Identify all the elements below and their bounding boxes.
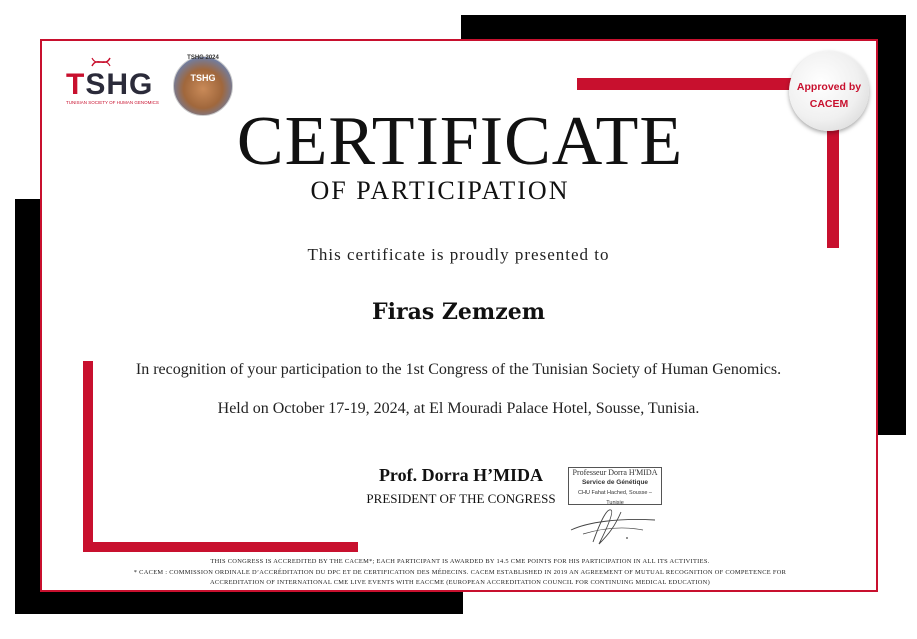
- signer-role: PRESIDENT OF THE CONGRESS: [366, 491, 556, 506]
- signer-name: Prof. Dorra H’MIDA: [378, 465, 544, 485]
- certificate-title: CERTIFICATE: [236, 103, 684, 180]
- dna-ribbon-icon: [90, 56, 112, 68]
- footer-line-3: ACCREDITATION OF INTERNATIONAL CME LIVE EVENTS WITH EACCME (EUROPEAN ACCREDITATION COUNCIL FOR CONTINUING MEDICAL EDUCATION): [209, 579, 711, 586]
- approved-badge: [789, 51, 869, 131]
- logo-text: TSHG: [66, 68, 154, 101]
- event-details: Held on October 17-19, 2024, at El Mouradi Palace Hotel, Sousse, Tunisia.: [217, 400, 700, 417]
- black-frame-top-right: [461, 15, 881, 41]
- stamp-line2: Service de Génétique: [581, 479, 649, 486]
- footer-line-2: * CACEM : COMMISSION ORDINALE D’ACCRÉDITATION DU DPC ET DE CERTIFICATION DES MÉDECINS. CACEM ESTABLISHED IN 2019 AN AGREEMENT OF MUTUAL RECOGNITION OF COMPETENCE FOR: [133, 569, 787, 576]
- badge-line2: CACEM: [809, 98, 849, 110]
- badge-line1: Approved by: [796, 81, 862, 93]
- logo-subtitle: TUNISIAN SOCIETY OF HUMAN GENOMICS: [66, 100, 159, 105]
- recipient-name: Firas Zemzem: [372, 299, 545, 325]
- stamp-line3: CHU Fahat Hached, Sousse – Tunisie: [578, 490, 652, 506]
- recognition-text: In recognition of your participation to the 1st Congress of the Tunisian Society of Human Genomics.: [135, 361, 782, 378]
- red-bar-bottom: [83, 542, 358, 552]
- footer-line-1: THIS CONGRESS IS ACCREDITED BY THE CACEM*; EACH PARTICIPANT IS AWARDED BY 14.5 CME POINTS FOR HIS PARTICIPATION IN ALL ITS ACTIVITIES.: [210, 558, 710, 565]
- seal-initials: TSHG: [190, 73, 216, 83]
- stamp-line1: Professeur Dorra H'MIDA: [572, 468, 658, 477]
- presented-text: This certificate is proudly presented to: [307, 245, 610, 264]
- black-frame-bottom-left: [15, 590, 463, 614]
- certificate-subtitle: OF PARTICIPATION: [310, 176, 570, 205]
- tshg-logo: [66, 56, 159, 106]
- red-bar-left: [83, 361, 93, 552]
- seal-year: TSHG 2024: [187, 55, 219, 61]
- handwritten-signature: [563, 500, 663, 550]
